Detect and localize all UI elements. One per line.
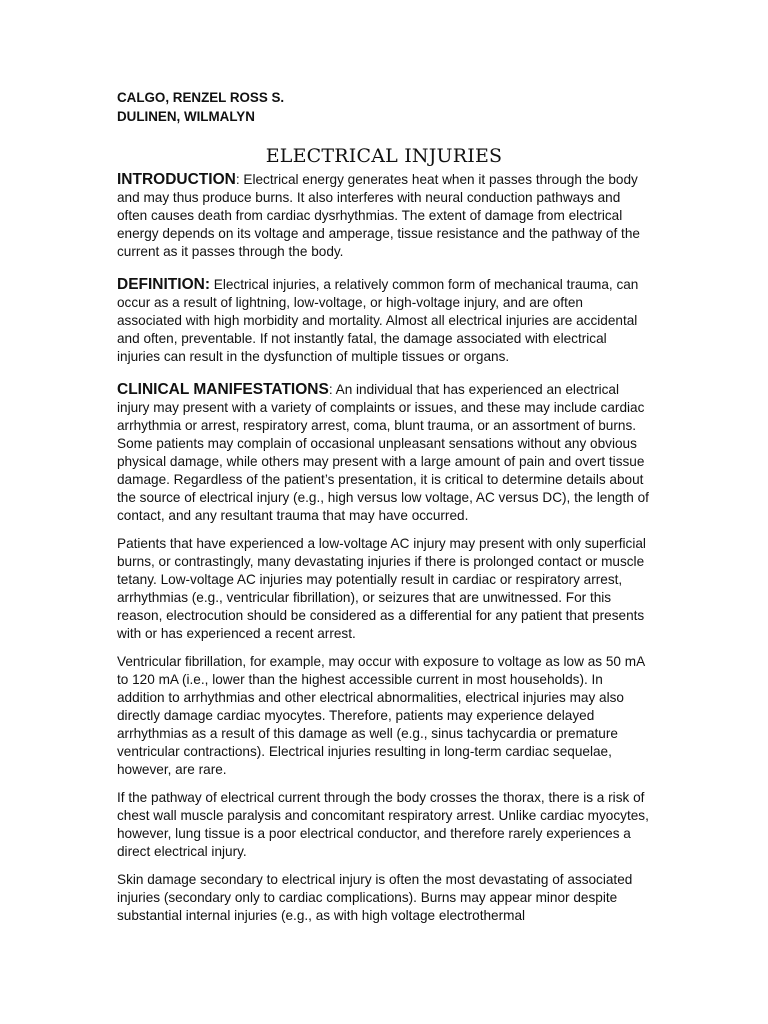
introduction-text: : Electrical energy generates heat when it passes through the body and may thus produce burns. It also interferes with neural conduction pathways and often causes death from cardiac dysrhythmias. The extent of damage from electrical energy depends on its voltage and amperage, tissue resistance and the pathway of the current as it passes through the body. bbox=[117, 172, 640, 259]
definition-heading: DEFINITION: bbox=[117, 276, 210, 293]
introduction-heading: INTRODUCTION bbox=[117, 171, 236, 188]
introduction-paragraph bbox=[117, 171, 651, 261]
clinical-manifestations-paragraph bbox=[117, 381, 651, 525]
author-list bbox=[117, 88, 651, 126]
clinical-manifestations-text: : An individual that has experienced an electrical injury may present with a variety of complaints or issues, and these may include cardiac arrhythmia or arrest, respiratory arrest, coma, blunt trauma, or an assortment of burns. Some patients may complain of occasional unpleasant sensations without any obvious physical damage, while others may present with a large amount of pain and overt tissue damage. Regardless of the patient’s presentation, it is critical to determine details about the source of electrical injury (e.g., high versus low voltage, AC versus DC), the length of contact, and any resultant trauma that may have occurred. bbox=[117, 382, 649, 523]
author-name: CALGO, RENZEL ROSS S. bbox=[117, 90, 285, 105]
body-paragraph: Patients that have experienced a low-voltage AC injury may present with only superficial burns, or contrastingly, many devastating injuries if there is prolonged contact or muscle tetany. Low-voltage AC injuries may potentially result in cardiac or respiratory arrest, arrhythmias (e.g., ventricular fibrillation), or seizures that are unwitnessed. For this reason, electrocution should be considered as a differential for any patient that presents with or has experienced a recent arrest. bbox=[117, 536, 646, 641]
definition-paragraph bbox=[117, 276, 651, 366]
definition-text: Electrical injuries, a relatively common form of mechanical trauma, can occur as a result of lightning, low-voltage, or high-voltage injury, and are often associated with high morbidity and mortality. Almost all electrical injuries are accidental and often, preventable. If not instantly fatal, the damage associated with electrical injuries can result in the dysfunction of multiple tissues or organs. bbox=[117, 277, 639, 364]
document-title: ELECTRICAL INJURIES bbox=[265, 145, 503, 167]
clinical-manifestations-heading: CLINICAL MANIFESTATIONS bbox=[117, 381, 329, 398]
author-name: DULINEN, WILMALYN bbox=[117, 109, 255, 124]
body-paragraph: Skin damage secondary to electrical injury is often the most devastating of associated injuries (secondary only to cardiac complications). Burns may appear minor despite substantial internal injuries (e.g., as with high voltage electrothermal bbox=[117, 872, 633, 923]
body-paragraph: If the pathway of electrical current through the body crosses the thorax, there is a risk of chest wall muscle paralysis and concomitant respiratory arrest. Unlike cardiac myocytes, however, lung tissue is a poor electrical conductor, and therefore rarely experiences a direct electrical injury. bbox=[117, 790, 649, 859]
body-paragraph: Ventricular fibrillation, for example, may occur with exposure to voltage as low as 50 mA to 120 mA (i.e., lower than the highest accessible current in most households). In addition to arrhythmias and other electrical abnormalities, electrical injuries may also directly damage cardiac myocytes. Therefore, patients may experience delayed arrhythmias as a result of this damage as well (e.g., sinus tachycardia or premature ventricular contractions). Electrical injuries resulting in long-term cardiac sequelae, however, are rare. bbox=[117, 654, 645, 777]
